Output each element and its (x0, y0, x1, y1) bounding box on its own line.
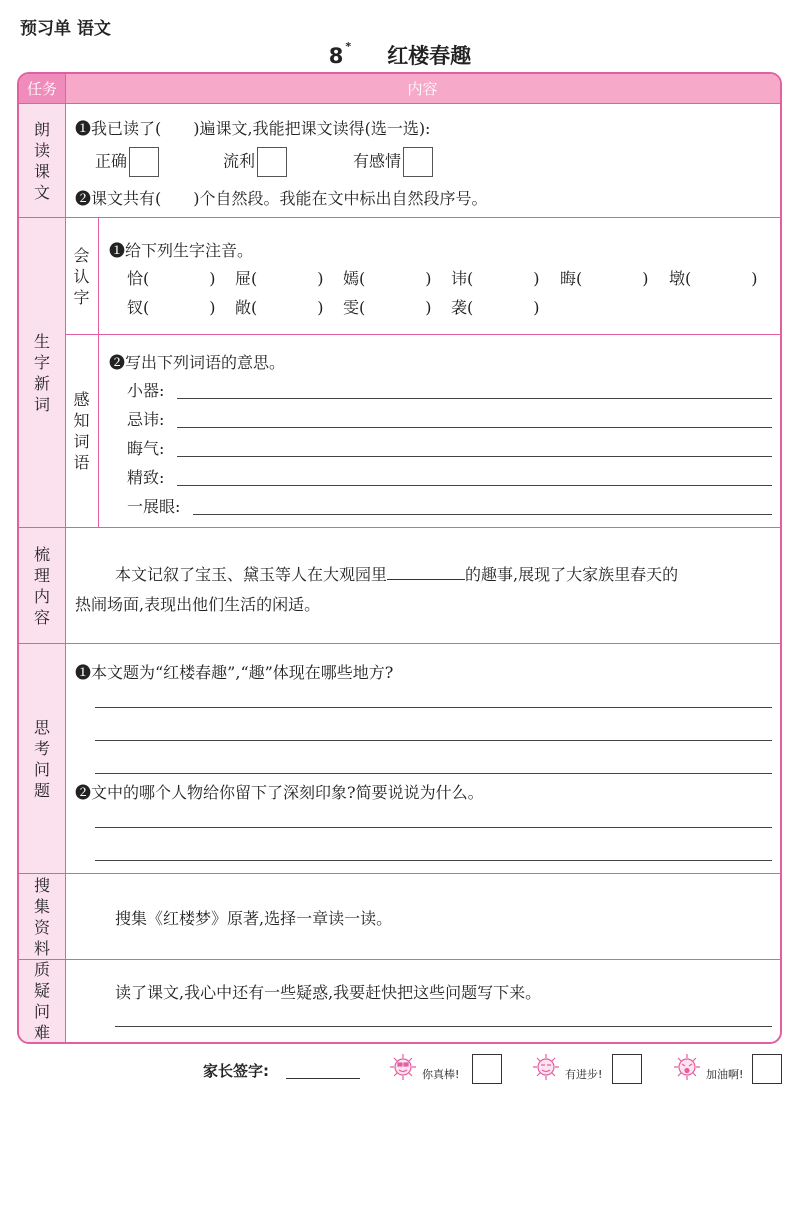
lesson-number: 8 * (328, 40, 352, 68)
char-pinyin-item[interactable]: 讳( ) (451, 269, 540, 288)
row-collect (19, 874, 780, 960)
sorting-line2: 热闹场面,表现出他们生活的闲适。 (75, 595, 321, 614)
table-header-row (19, 74, 780, 104)
answer-line[interactable] (95, 740, 772, 741)
task-thinking: 思考问题 (33, 717, 50, 800)
task-collect: 搜集资料 (33, 875, 50, 958)
sun-wink-icon (531, 1052, 561, 1082)
word-label: 晦气: (127, 439, 165, 458)
lesson-title-text: 红楼春趣 (387, 44, 472, 68)
reading-q1: ❶我已读了( )遍课文,我能把课文读得(选一选): (75, 119, 431, 138)
footer (0, 1054, 800, 1094)
checkbox-emotion[interactable] (403, 147, 433, 177)
sub-recognize: 会认字 (73, 245, 90, 307)
answer-line[interactable] (115, 1026, 772, 1027)
word-answer-line[interactable] (177, 456, 772, 457)
char-pinyin-item[interactable]: 屉( ) (235, 269, 324, 288)
answer-line[interactable] (95, 707, 772, 708)
parent-sign-field[interactable] (286, 1078, 360, 1079)
task-table (17, 72, 782, 1044)
sub-perceive: 感知词语 (73, 390, 90, 472)
word-label: 一展眼: (127, 497, 181, 516)
char-pinyin-item[interactable]: 嫣( ) (343, 269, 432, 288)
sun-smile-icon (388, 1052, 418, 1082)
char-pinyin-item[interactable]: 晦( ) (560, 269, 649, 288)
char-pinyin-item[interactable]: 墩( ) (669, 269, 758, 288)
parent-sign-label: 家长签字: (203, 1062, 269, 1080)
header-label: 预习单 语文 (20, 19, 111, 39)
option-correct: 正确 (95, 147, 159, 177)
header-task: 任务 (26, 80, 57, 98)
row-reading (19, 104, 780, 218)
newchars-q1: ❶给下列生字注音。 (109, 241, 254, 260)
char-pinyin-item[interactable]: 钗( ) (127, 298, 216, 317)
checkbox-correct[interactable] (129, 147, 159, 177)
char-pinyin-item[interactable]: 雯( ) (343, 298, 432, 317)
answer-line[interactable] (95, 827, 772, 828)
thinking-q1: ❶本文题为“红楼春趣”,“趣”体现在哪些地方? (75, 663, 394, 682)
newchars-q2: ❷写出下列词语的意思。 (109, 353, 286, 372)
word-answer-line[interactable] (177, 485, 772, 486)
lesson-title (0, 40, 800, 70)
reading-q2: ❷课文共有( )个自然段。我能在文中标出自然段序号。 (75, 189, 488, 208)
badge-progress-box[interactable] (612, 1054, 642, 1084)
task-doubt: 质疑问难 (33, 960, 50, 1042)
answer-line[interactable] (95, 860, 772, 861)
task-newchars: 生字新词 (33, 331, 50, 414)
word-label: 小器: (127, 381, 165, 400)
collect-text: 搜集《红楼梦》原著,选择一章读一读。 (115, 909, 393, 928)
badge-cheer-box[interactable] (752, 1054, 782, 1084)
word-label: 忌讳: (127, 410, 165, 429)
badge-great-text: 你真棒! (422, 1068, 460, 1081)
doubt-text: 读了课文,我心中还有一些疑惑,我要赶快把这些问题写下来。 (115, 983, 542, 1002)
word-answer-line[interactable] (177, 427, 772, 428)
row-sorting (19, 528, 780, 644)
header-content: 内容 (407, 80, 438, 98)
char-pinyin-item[interactable]: 袭( ) (451, 298, 540, 317)
word-answer-line[interactable] (177, 398, 772, 399)
char-pinyin-item[interactable]: 敞( ) (235, 298, 324, 317)
word-label: 精致: (127, 468, 165, 487)
task-sorting: 梳理内容 (33, 544, 50, 627)
thinking-q2: ❷文中的哪个人物给你留下了深刻印象?简要说说为什么。 (75, 783, 484, 802)
badge-great-box[interactable] (472, 1054, 502, 1084)
answer-line[interactable] (95, 773, 772, 774)
sun-cheer-icon (672, 1052, 702, 1082)
sorting-line1: 本文记叙了宝玉、黛玉等人在大观园里 的趣事,展现了大家族里春天的 (115, 565, 679, 584)
word-answer-line[interactable] (193, 514, 772, 515)
row-newchars (19, 218, 780, 528)
option-emotion: 有感情 (353, 147, 433, 177)
badge-progress-text: 有进步! (565, 1068, 603, 1081)
badge-cheer-text: 加油啊! (706, 1068, 744, 1081)
task-reading: 朗读课文 (33, 119, 50, 202)
row-thinking (19, 644, 780, 874)
checkbox-fluent[interactable] (257, 147, 287, 177)
char-pinyin-item[interactable]: 恰( ) (127, 269, 216, 288)
option-fluent: 流利 (223, 147, 287, 177)
row-doubt (19, 960, 780, 1042)
sorting-blank[interactable] (387, 579, 465, 580)
